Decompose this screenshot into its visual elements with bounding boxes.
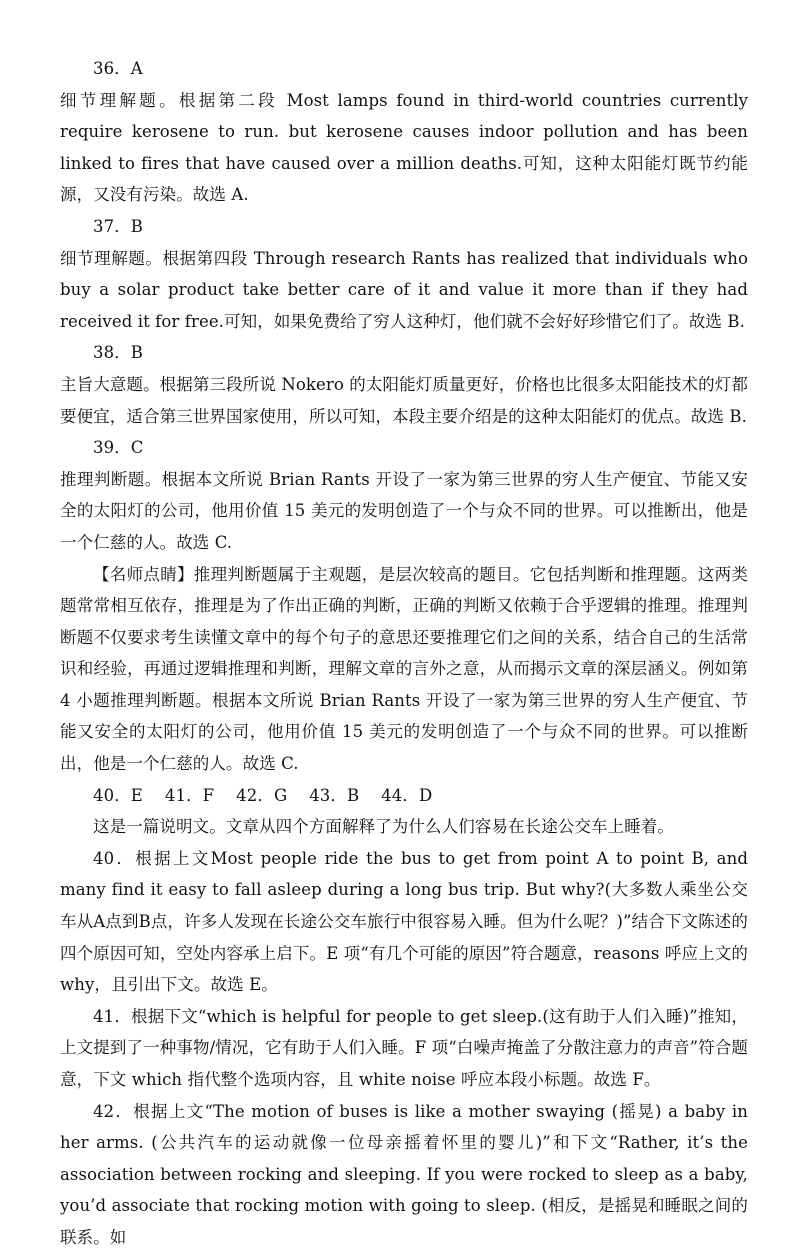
answer-38-heading: 38．B: [93, 343, 144, 363]
answers-40-44: 40．E 41．F 42．G 43．B 44．D: [93, 785, 433, 805]
answer-39-explanation: 推理判断题。根据本文所说 Brian Rants 开设了一家为第三世界的穷人生产便宜、节能又安全的太阳灯的公司，他用价值 15 美元的发明创造了一个与众不同的世界。可以推断出，他是一个仁慈的人。故选 C.: [60, 469, 748, 552]
passage-intro: 这是一篇说明文。文章从四个方面解释了为什么人们容易在长途公交车上睡着。: [93, 817, 674, 837]
answer-40-explanation: 40．根据上文Most people ride the bus to get from point A to point B, and many find it easy to fall asleep during a long bus trip. But why?(大多数人乘坐公交车从A点到B点，许多人发现在长途公交车旅行中很容易入睡。但为什么呢？)”结合下文陈述的四个原因可知，空处内容承上启下。E 项“有几个可能的原因”符合题意，reasons 呼应上文的 why，且引出下文。故选 E。: [60, 848, 748, 995]
answer-37-explanation: 细节理解题。根据第四段 Through research Rants has realized that individuals who buy a solar product take better care of it and value it more than if they had received it for free.可知，如果免费给了穷人这种灯，他们就不会好好珍惜它们了。故选 B.: [60, 248, 748, 331]
answer-42-explanation: 42．根据上文“The motion of buses is like a mother swaying (摇晃) a baby in her arms. (公共汽车的运动就像一位母亲摇着怀里的婴儿)”和下文“Rather, it’s the association between rocking and sleeping. If you were rocked to sleep as a baby, you’d associate that rocking motion with going to sleep. (相反，是摇晃和睡眠之间的联系。如: [60, 1101, 748, 1247]
answer-39-heading: 39．C: [93, 438, 144, 458]
answer-36-heading: 36．A: [93, 59, 143, 78]
answer-38-explanation: 主旨大意题。根据第三段所说 Nokero 的太阳能灯质量更好，价格也比很多太阳能技术的灯都要便宜，适合第三世界国家使用，所以可知，本段主要介绍是的这种太阳能灯的优点。故选 B.: [60, 374, 748, 426]
answer-36-explanation: 细节理解题。根据第二段 Most lamps found in third-world countries currently require kerosene to run. but kerosene causes indoor pollution and has been linked to fires that have caused over a million deaths.可知，这种太阳能灯既节约能源，又没有污染。故选 A.: [60, 90, 748, 205]
answer-41-explanation: 41．根据下文“which is helpful for people to get sleep.(这有助于人们入睡)”推知，上文提到了一种事物/情况，它有助于人们入睡。F 项“白噪声掩盖了分散注意力的声音”符合题意，下文 which 指代整个选项内容，且 white noise 呼应本段小标题。故选 F。: [60, 1006, 748, 1089]
answer-37-heading: 37．B: [93, 216, 144, 236]
teacher-tip: 【名师点睛】推理判断题属于主观题，是层次较高的题目。它包括判断和推理题。这两类题常常相互依存，推理是为了作出正确的判断，正确的判断又依赖于合乎逻辑的推理。推理判断题不仅要求考生读懂文章中的每个句子的意思还要推理它们之间的关系，结合自己的生活常识和经验，再通过逻辑推理和判断，理解文章的言外之意，从而揭示文章的深层涵义。例如第 4 小题推理判断题。根据本文所说 Brian Rants 开设了一家为第三世界的穷人生产便宜、节能又安全的太阳灯的公司，他用价值 15 美元的发明创造了一个与众不同的世界。可以推断出，他是一个仁慈的人。故选 C.: [60, 564, 748, 774]
